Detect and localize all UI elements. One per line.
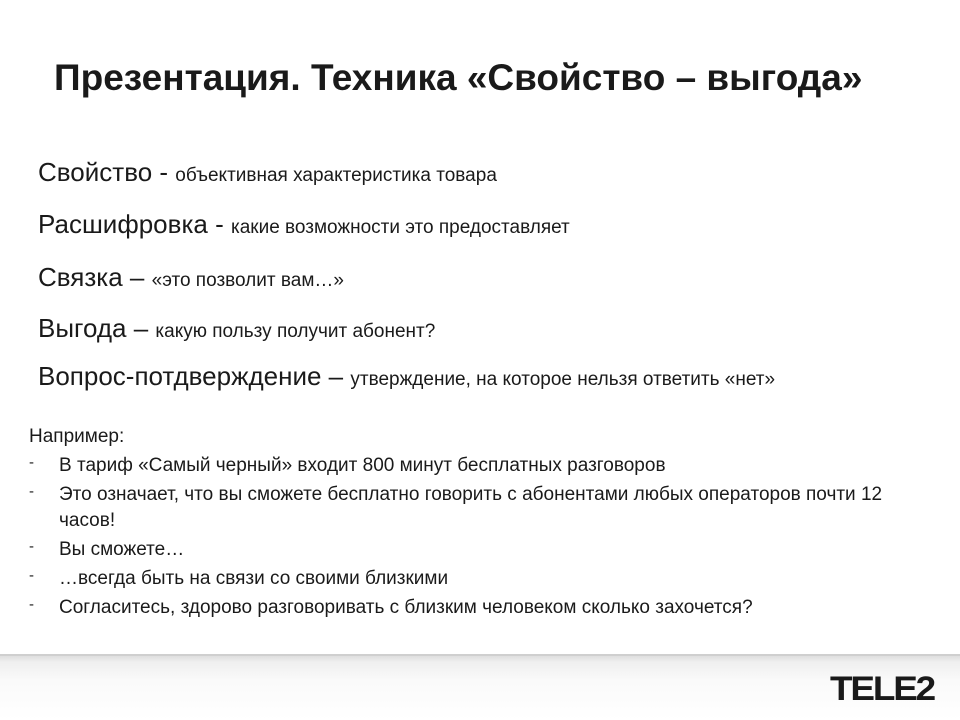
- term-name: Выгода: [38, 313, 127, 343]
- footer-band: [0, 654, 960, 720]
- list-item: [29, 595, 929, 621]
- term-separator: –: [126, 313, 156, 343]
- bullet-dash: -: [29, 538, 34, 555]
- term-description: объективная характеристика товара: [175, 165, 497, 186]
- term-link: [38, 262, 344, 293]
- list-item-text: В тариф «Самый черный» входит 800 минут бесплатных разговоров: [59, 455, 666, 476]
- examples-heading: Например:: [29, 426, 125, 447]
- list-item-text: Это означает, что вы сможете бесплатно говорить с абонентами любых операторов почти 12 часов!: [59, 484, 883, 531]
- term-benefit: [38, 313, 435, 344]
- term-name: Расшифровка: [38, 209, 208, 239]
- footer-divider: [0, 654, 960, 656]
- term-decoding: [38, 209, 570, 240]
- slide-title: Презентация. Техника «Свойство – выгода»: [54, 57, 863, 98]
- list-item: [29, 482, 929, 534]
- term-name: Вопрос-потдверждение: [38, 361, 322, 391]
- term-confirmation-question: [38, 361, 775, 392]
- term-name: Свойство: [38, 157, 153, 187]
- term-description: какие возможности это предоставляет: [230, 217, 570, 238]
- bullet-dash: -: [29, 483, 34, 500]
- term-separator: –: [321, 361, 351, 391]
- term-name: Связка: [38, 262, 123, 292]
- list-item: [29, 566, 929, 592]
- list-item-text: Вы сможете…: [59, 539, 185, 560]
- list-item: [29, 537, 929, 563]
- list-item: [29, 453, 929, 479]
- term-description: «это позволит вам…»: [151, 270, 344, 291]
- tele2-logo: [828, 668, 938, 706]
- term-description: утверждение, на которое нельзя ответить «нет»: [350, 369, 776, 390]
- examples-block: [29, 424, 929, 621]
- bullet-dash: -: [29, 567, 34, 584]
- bullet-dash: -: [29, 596, 34, 613]
- term-description: какую пользу получит абонент?: [155, 321, 436, 342]
- list-item-text: …всегда быть на связи со своими близкими: [59, 568, 449, 589]
- term-property: [38, 157, 497, 188]
- examples-list: [29, 453, 929, 621]
- term-separator: -: [152, 157, 176, 187]
- logo-text: TELE2: [830, 670, 936, 706]
- term-separator: -: [207, 209, 231, 239]
- term-separator: –: [122, 262, 152, 292]
- list-item-text: Согласитесь, здорово разговоривать с близким человеком сколько захочется?: [59, 597, 753, 618]
- bullet-dash: -: [29, 454, 34, 471]
